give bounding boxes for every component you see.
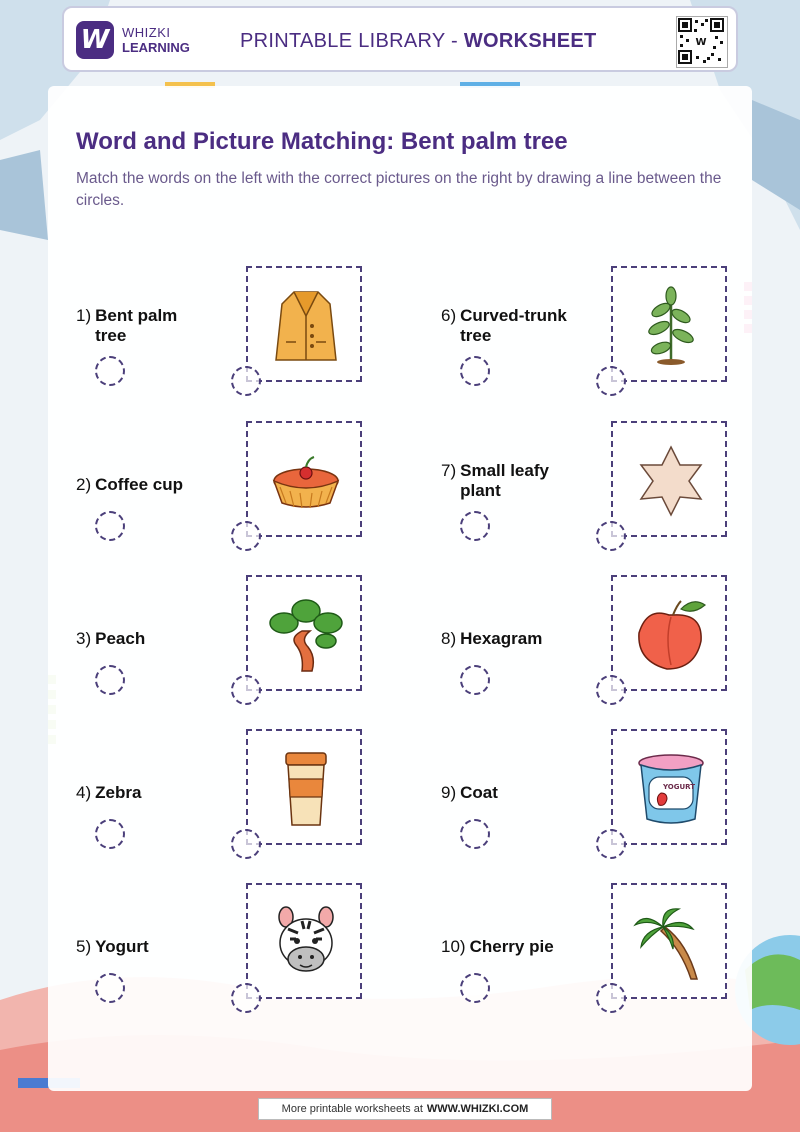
footer-text: More printable worksheets at [281,1103,423,1115]
word-label [76,629,211,649]
picture-box [246,421,362,537]
picture-circle[interactable] [231,521,261,551]
qr-code[interactable] [676,16,728,68]
yogurt-label: YOGURT [662,783,696,791]
small-leafy-plant-icon [631,286,711,366]
word-circle[interactable] [460,819,490,849]
logo-initial: W [80,25,110,55]
item-word: Small leafy plant [460,461,549,500]
match-item-5 [50,883,390,1013]
match-item-9 [415,729,755,859]
item-word: Zebra [95,783,142,802]
word-circle[interactable] [95,973,125,1003]
footer-banner [258,1098,552,1120]
word-circle[interactable] [460,356,490,386]
item-word: Peach [95,629,146,648]
whizki-logo[interactable] [76,21,114,59]
picture-box [611,421,727,537]
item-word: Coffee cup [95,475,183,494]
logo-text [122,25,190,55]
picture-box [611,266,727,382]
picture-circle[interactable] [596,983,626,1013]
header-title-bold: WORKSHEET [463,30,597,52]
word-label [76,475,211,495]
picture-circle[interactable] [231,829,261,859]
yogurt-icon [631,749,711,829]
picture-box [611,729,727,845]
item-word: Curved-trunk tree [460,306,567,345]
match-item-8 [415,575,755,705]
item-number: 10) [441,937,466,956]
header-title-prefix: PRINTABLE LIBRARY - [240,30,464,52]
picture-box [246,729,362,845]
item-number: 8) [441,629,457,648]
item-word: Coat [460,783,498,802]
header-title [240,30,597,53]
picture-box [246,575,362,691]
match-item-4 [50,729,390,859]
word-label [441,783,576,803]
picture-circle[interactable] [231,675,261,705]
word-label [441,306,576,346]
footer-link[interactable]: WWW.WHIZKI.COM [426,1103,529,1115]
item-number: 1) [76,306,92,325]
bent-palm-tree-icon [631,903,711,983]
match-item-7 [415,421,755,551]
item-number: 7) [441,461,457,480]
word-circle[interactable] [460,973,490,1003]
word-label [441,937,576,957]
word-circle[interactable] [460,511,490,541]
word-label [76,783,211,803]
match-item-1 [50,266,390,396]
coffee-cup-icon [266,749,346,829]
word-circle[interactable] [95,665,125,695]
item-number: 6) [441,306,457,325]
word-circle[interactable] [460,665,490,695]
item-number: 5) [76,937,92,956]
picture-circle[interactable] [596,521,626,551]
picture-box [246,883,362,999]
qr-initial: W [695,37,707,48]
picture-circle[interactable] [231,366,261,396]
header-bar [62,6,738,72]
word-label [76,937,211,957]
match-item-2 [50,421,390,551]
worksheet-title: Word and Picture Matching: Bent palm tree [76,128,568,155]
word-circle[interactable] [95,356,125,386]
picture-box [246,266,362,382]
logo-line-1: WHIZKI [122,25,171,40]
item-number: 2) [76,475,92,494]
picture-circle[interactable] [231,983,261,1013]
item-word: Yogurt [95,937,149,956]
item-word: Hexagram [460,629,543,648]
picture-box [611,575,727,691]
match-item-6 [415,266,755,396]
word-circle[interactable] [95,511,125,541]
cherry-pie-icon [266,441,346,521]
match-item-10 [415,883,755,1013]
peach-icon [631,595,711,675]
logo-line-2: LEARNING [122,40,190,55]
item-word: Bent palm tree [95,306,178,345]
curved-trunk-tree-icon [266,595,346,675]
word-label [76,306,211,346]
word-label [441,461,576,501]
picture-circle[interactable] [596,366,626,396]
word-circle[interactable] [95,819,125,849]
picture-circle[interactable] [596,675,626,705]
qr-code-icon [677,17,725,65]
zebra-icon [266,903,346,983]
word-label [441,629,576,649]
item-number: 4) [76,783,92,802]
item-number: 9) [441,783,457,802]
item-word: Cherry pie [469,937,554,956]
match-item-3 [50,575,390,705]
item-number: 3) [76,629,92,648]
worksheet-instructions: Match the words on the left with the correct pictures on the right by drawing a line between the circles. [76,170,722,209]
picture-circle[interactable] [596,829,626,859]
picture-box [611,883,727,999]
hexagram-icon [631,441,711,521]
coat-icon [266,286,346,366]
